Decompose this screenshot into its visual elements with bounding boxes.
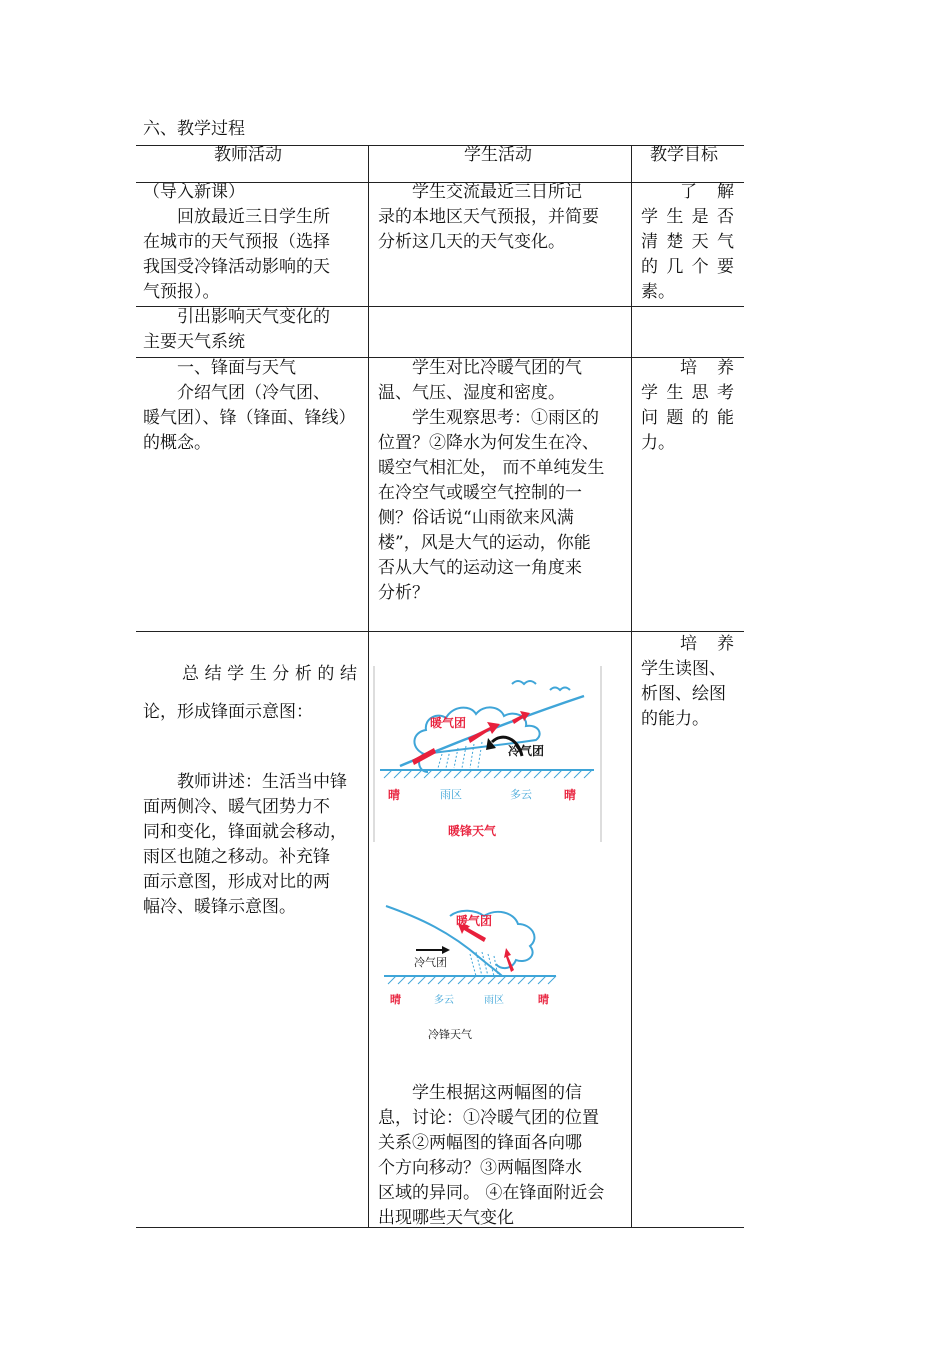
cold-front-caption: 冷锋天气: [428, 1028, 472, 1041]
cold-air-mass-label: 冷气团: [508, 744, 545, 758]
warm-front-ground-label-3: 多云: [510, 788, 532, 801]
warm-front-diagram: [372, 662, 604, 844]
cold-front-ground-label-4: 晴: [538, 993, 549, 1006]
cold-front-warm-air-label: 暖气团: [456, 914, 493, 928]
cold-front-diagram: [380, 898, 560, 1046]
warm-front-ground-label-2: 雨区: [440, 788, 462, 801]
cold-front-cold-air-label: 冷气团: [414, 956, 447, 969]
cold-front-ground-label-2: 多云: [434, 995, 454, 1006]
warm-air-mass-label: 暖气团: [430, 716, 467, 730]
header-teacher: 教师活动: [214, 145, 282, 165]
header-student: 学生活动: [464, 145, 532, 165]
cold-front-ground-label-3: 雨区: [484, 995, 504, 1006]
cold-front-ground-label-1: 晴: [390, 993, 401, 1006]
header-goal: 教学目标: [650, 145, 718, 165]
column-divider-1: [368, 145, 369, 1227]
warm-front-ground-label-4: 晴: [564, 788, 577, 802]
column-divider-2: [631, 145, 632, 1227]
warm-front-caption: 暖锋天气: [448, 824, 497, 838]
row3-rule: [136, 631, 744, 632]
warm-front-ground-label-1: 晴: [388, 788, 401, 802]
section-title: 六、教学过程: [143, 119, 245, 139]
